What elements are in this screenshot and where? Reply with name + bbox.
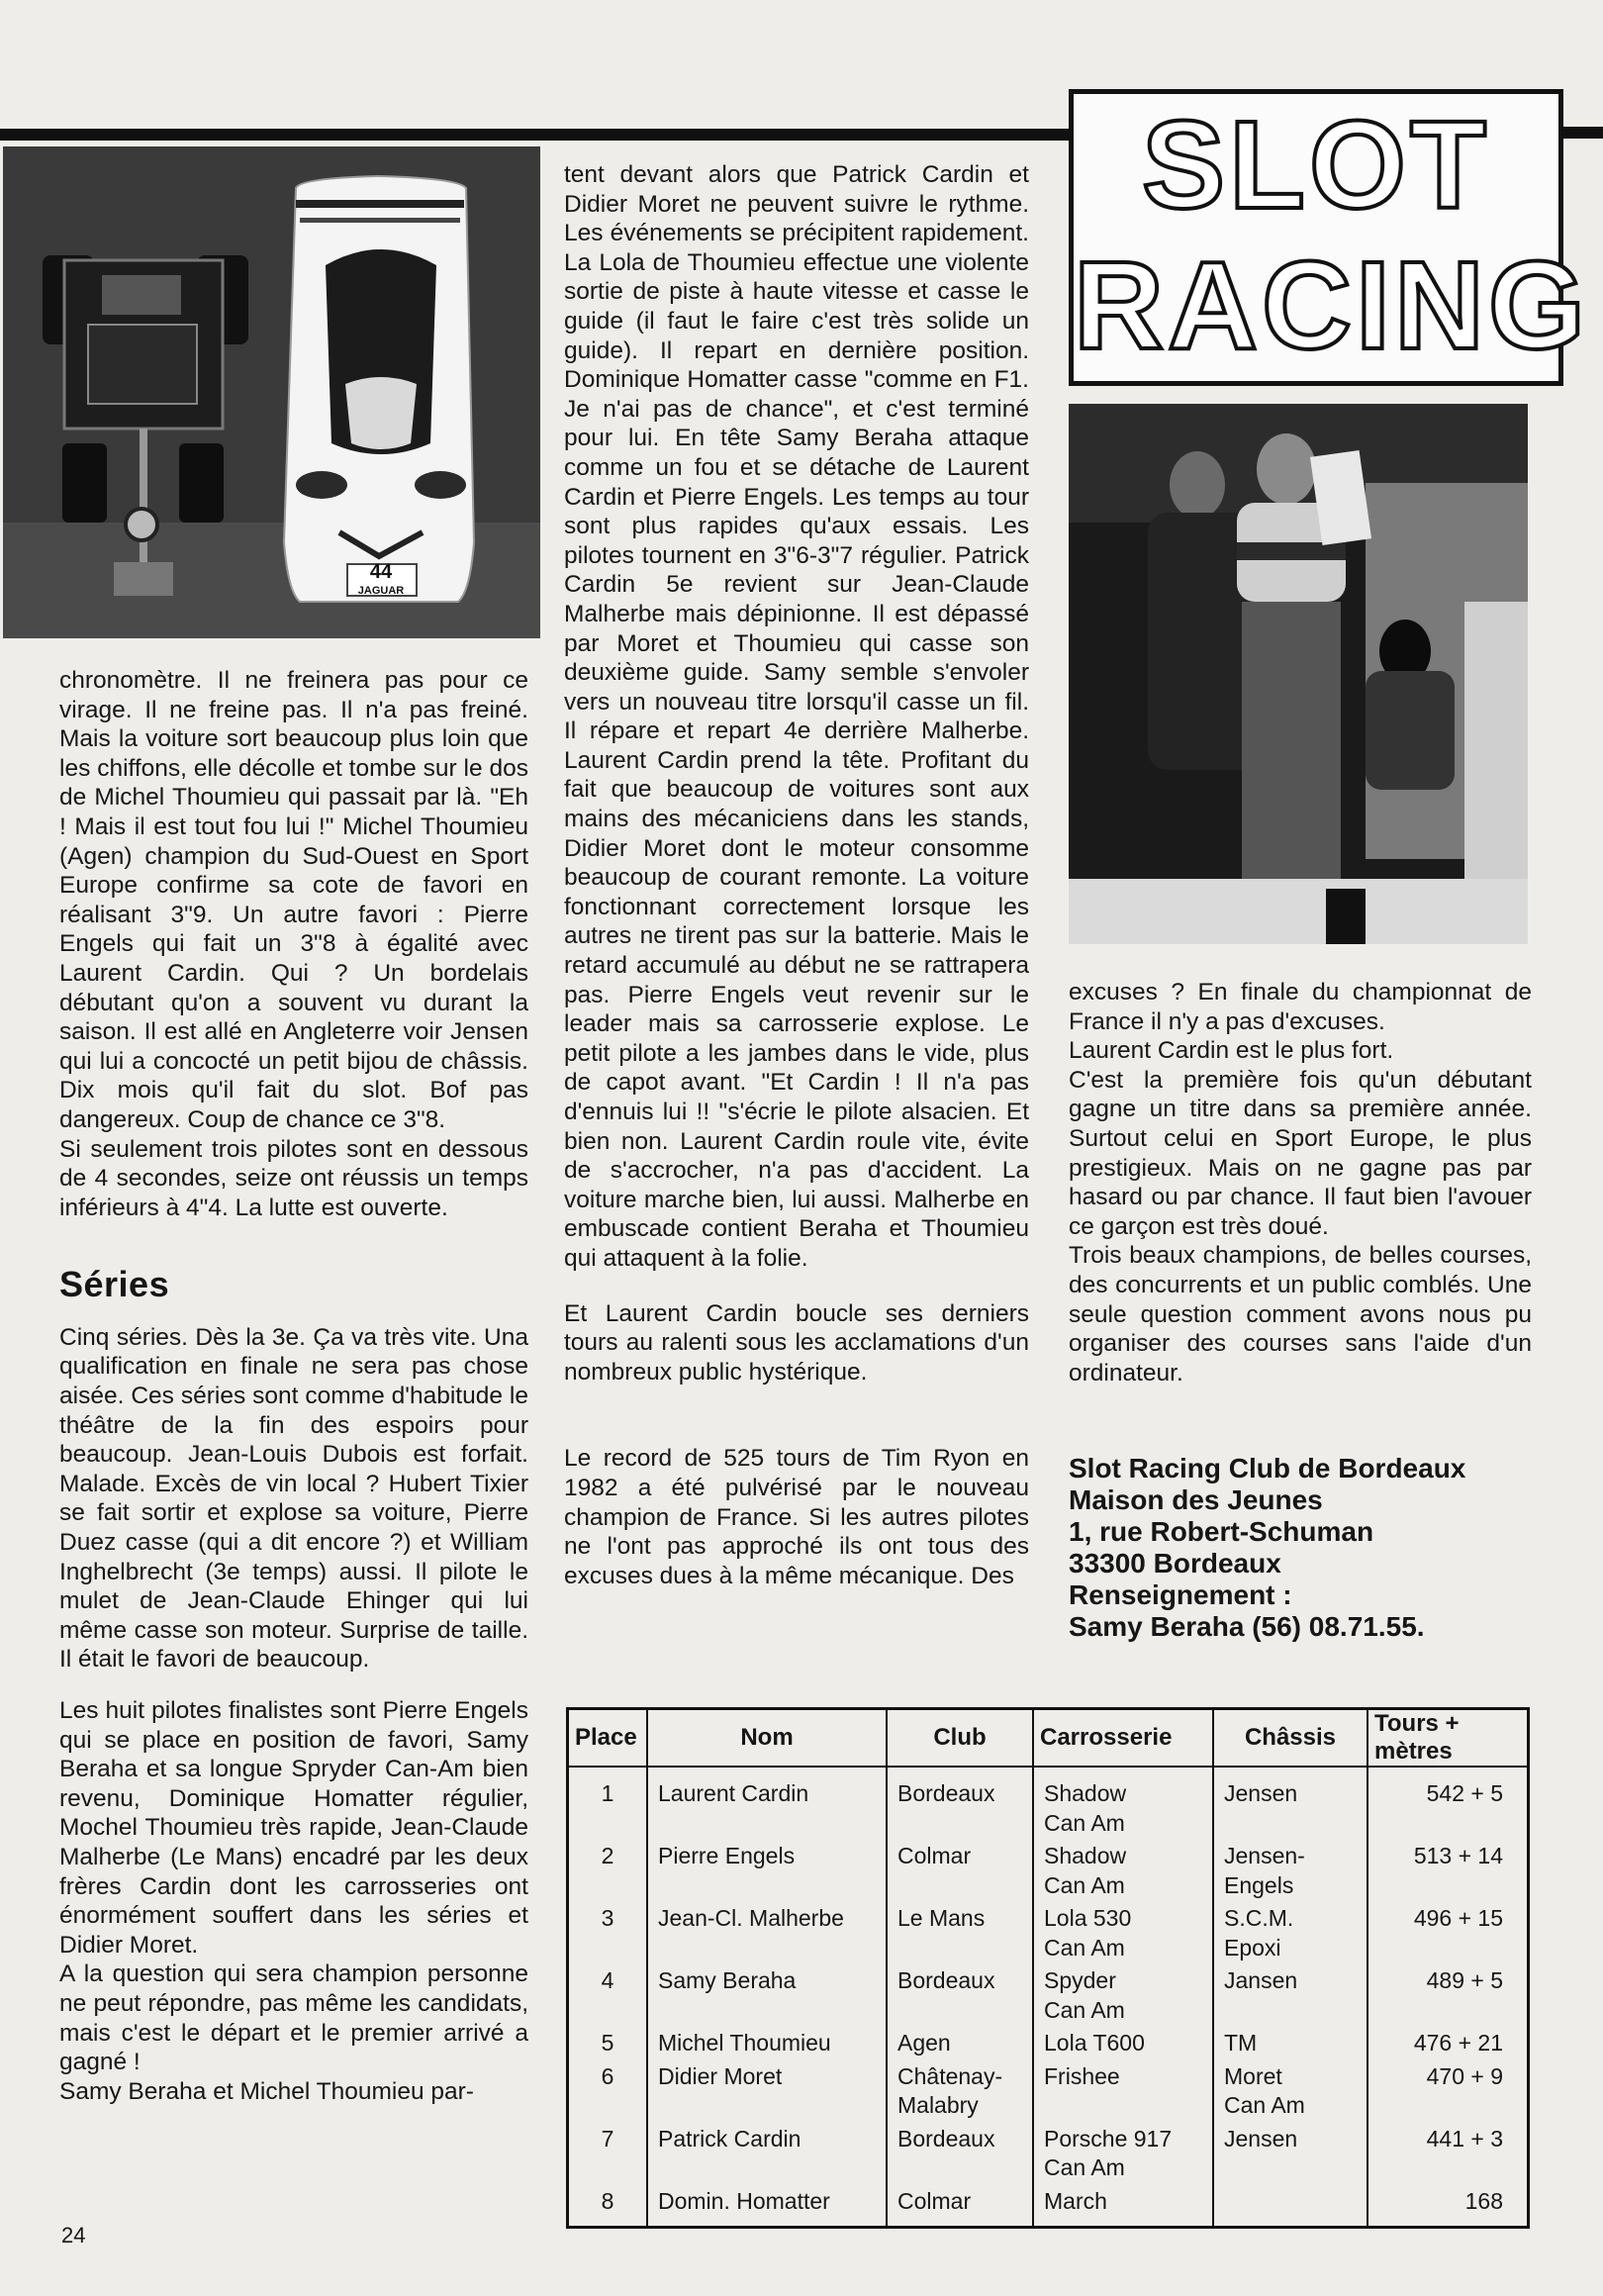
cell-tours: 470 + 9 (1367, 2060, 1529, 2123)
top-rule-right (1563, 127, 1603, 139)
cell-place: 4 (568, 1964, 648, 2027)
carrosserie-line: Can Am (1044, 2154, 1125, 2180)
carrosserie-line: Porsche 917 (1044, 2125, 1173, 2152)
cell-tours: 476 + 21 (1367, 2027, 1529, 2060)
cell-chassis (1213, 2123, 1367, 2185)
chassis-line: TM (1224, 2030, 1258, 2056)
logo-line-slot: SLOT (1142, 95, 1490, 235)
cell-place: 5 (568, 2027, 648, 2060)
cell-nom: Pierre Engels (647, 1840, 887, 1902)
cell-carrosserie (1033, 1840, 1213, 1902)
cell-tours: 542 + 5 (1367, 1767, 1529, 1840)
carrosserie-line: Frishee (1044, 2062, 1120, 2089)
slot-car-illustration (3, 146, 540, 638)
chassis-line: Jansen (1224, 1967, 1298, 1993)
cell-chassis (1213, 2027, 1367, 2060)
cell-tours: 489 + 5 (1367, 1964, 1529, 2027)
chassis-line: Jensen (1224, 1780, 1298, 1806)
article-column-1 (59, 666, 528, 2106)
section-heading: Séries (59, 1264, 170, 1305)
article-column-2 (564, 160, 1029, 1590)
chassis-line: Can Am (1224, 2092, 1305, 2118)
col-header-nom: Nom (647, 1709, 887, 1768)
paragraph: Le record de 525 tours de Tim Ryon en 1982 a été pulvérisé par le nouveau champion de France. Si les autres pilotes ne l'ont pas approché ils ont tous des excuses dues à la même mécanique. Des (564, 1445, 1029, 1589)
club-line: Malabry (897, 2092, 979, 2118)
cell-club (887, 1964, 1033, 2027)
carrosserie-line: Can Am (1044, 1996, 1125, 2023)
paragraph: Et Laurent Cardin boucle ses derniers tours au ralenti sous les acclamations d'un nombreux public hystérique. (564, 1299, 1029, 1386)
paragraph: tent devant alors que Patrick Cardin et Didier Moret ne peuvent suivre le rythme. Les événements se précipitent rapidement. La Lola de Thoumieu effectue une violente sortie de piste à haute vitesse et casse le guide (il faut le faire c'est très solide un guide). Il repart en dernière position. Dominique Homatter casse "comme en F1. Je n'ai pas de chance", et c'est terminé pour lui. En tête Samy Beraha attaque comme un fou et se détache de Laurent Cardin et Pierre Engels. Les temps au tour sont plus rapides qu'aux essais. Les pilotes tournent en 3"6-3"7 régulier. Patrick Cardin 5e revient sur Jean-Claude Malherbe mais dépinionne. Il est dépassé par Moret et Thoumieu qui casse son deuxième guide. Samy semble s'envoler vers un nouveau titre lorsqu'il casse un fil. Il répare et repart 4e derrière Malherbe. Laurent Cardin prend la tête. Profitant du fait que beaucoup de voitures sont aux mains des mécaniciens dans les stands, Didier Moret dont le moteur consomme beaucoup de courant remonte. La voiture fonctionnant correctement lorsque les autres ne tirent pas sur la batterie. Mais le retard accumulé au début ne se rattrapera pas. Pierre Engels veut revenir sur le leader mais sa carrosserie explose. Le petit pilote a les jambes dans le vide, plus de capot avant. "Et Cardin ! Il n'a pas d'ennuis lui !! "s'écrie le pilote alsacien. Et bien non. Laurent Cardin roule vite, évite de s'accrocher, n'a pas d'accident. La voiture marche bien, lui aussi. Malherbe en embuscade contient Beraha et Thoumieu qui attaquent à la folie. (564, 161, 1029, 1272)
table-row (568, 1767, 1529, 1840)
club-phone: Samy Beraha (56) 08.71.55. (1069, 1611, 1425, 1642)
carrosserie-line: Shadow (1044, 1843, 1127, 1868)
results-table (566, 1707, 1530, 2229)
cell-chassis (1213, 1964, 1367, 2027)
paragraph: Si seulement trois pilotes sont en dessous de 4 secondes, seize ont réussis un temps inférieurs à 4"4. La lutte est ouverte. (59, 1135, 528, 1221)
club-city: 33300 Bordeaux (1069, 1548, 1281, 1578)
cell-carrosserie (1033, 1767, 1213, 1840)
cell-tours: 496 + 15 (1367, 1902, 1529, 1964)
cell-nom: Michel Thoumieu (647, 2027, 887, 2060)
club-contact (1069, 1453, 1534, 1643)
club-info-label: Renseignement : (1069, 1579, 1292, 1610)
paragraph: Laurent Cardin est le plus fort. (1069, 1037, 1394, 1065)
paragraph: Cinq séries. Dès la 3e. Ça va très vite. Una qualification en finale ne sera pas chose aisée. Ces séries sont comme d'habitude le théâtre de la fin des espoirs pour beaucoup. Jean-Louis Dubois est forfait. Malade. Excès de vin local ? Hubert Tixier se fait sortir et explose sa voiture, Pierre Duez casse (qui a dit encore ?) et William Inghelbrecht (3e temps) aussi. Il pilote le mulet de Jean-Claude Ehinger qui lui même casse son moteur. Surprise de taille. Il était le favori de beaucoup. (59, 1323, 528, 1674)
table-row (568, 1964, 1529, 2027)
table-row (568, 2027, 1529, 2060)
cell-club (887, 2123, 1033, 2185)
cell-chassis (1213, 1840, 1367, 1902)
chassis-line: Jensen (1224, 2125, 1298, 2152)
cell-carrosserie (1033, 1902, 1213, 1964)
cell-club (887, 1840, 1033, 1902)
carrosserie-line: Lola T600 (1044, 2030, 1145, 2056)
col-header-club: Club (887, 1709, 1033, 1768)
cell-tours: 441 + 3 (1367, 2123, 1529, 2185)
paragraph: chronomètre. Il ne freinera pas pour ce virage. Il ne freine pas. Il n'a pas freiné. Mais la voiture sort beaucoup plus loin que les chiffons, elle décolle et tombe sur le dos de Michel Thoumieu qui passait par là. "Eh ! Mais il est tout fou lui !" Michel Thoumieu (Agen) champion du Sud-Ouest en Sport Europe confirme sa cote de favori en réalisant 3"9. Un autre favori : Pierre Engels qui fait un 3"8 à égalité avec Laurent Cardin. Qui ? Un bordelais débutant qu'on a souvent vu durant la saison. Il est allé en Angleterre voir Jensen qui lui a concocté un petit bijou de châssis. Dix mois qu'il fait du slot. Bof pas dangereux. Coup de chance ce 3"8. (59, 667, 528, 1133)
col-header-tours: Tours + mètres (1367, 1709, 1529, 1768)
cell-chassis (1213, 1902, 1367, 1964)
club-venue: Maison des Jeunes (1069, 1484, 1323, 1515)
podium-illustration (1069, 404, 1528, 944)
carrosserie-line: Can Am (1044, 1871, 1125, 1898)
cell-chassis (1213, 2185, 1367, 2228)
cell-place: 8 (568, 2185, 648, 2228)
club-name: Slot Racing Club de Bordeaux (1069, 1453, 1466, 1483)
cell-chassis (1213, 1767, 1367, 1840)
carrosserie-line: Can Am (1044, 1809, 1125, 1836)
cell-carrosserie (1033, 2123, 1213, 2185)
table-row (568, 2123, 1529, 2185)
podium-photo (1069, 404, 1528, 944)
page-number: 24 (61, 2223, 86, 2248)
chassis-line: Moret (1224, 2062, 1282, 2089)
table-row (568, 1840, 1529, 1902)
club-line: Le Mans (897, 1905, 986, 1931)
cell-nom: Patrick Cardin (647, 2123, 887, 2185)
cell-club (887, 2185, 1033, 2228)
club-line: Bordeaux (897, 1967, 995, 1993)
chassis-line: Jensen- (1224, 1843, 1305, 1868)
cell-club (887, 1902, 1033, 1964)
club-line: Agen (897, 2030, 951, 2056)
cell-club (887, 2060, 1033, 2123)
table-row (568, 2185, 1529, 2228)
cell-nom: Laurent Cardin (647, 1767, 887, 1840)
cell-carrosserie (1033, 2027, 1213, 2060)
cell-club (887, 2027, 1033, 2060)
article-column-3 (1069, 978, 1532, 1387)
col-header-place: Place (568, 1709, 648, 1768)
cell-place: 2 (568, 1840, 648, 1902)
cell-carrosserie (1033, 2060, 1213, 2123)
table-row (568, 2060, 1529, 2123)
cell-place: 7 (568, 2123, 648, 2185)
carrosserie-line: Spyder (1044, 1967, 1116, 1993)
club-street: 1, rue Robert-Schuman (1069, 1516, 1374, 1547)
cell-chassis (1213, 2060, 1367, 2123)
car-brand: JAGUAR (357, 585, 405, 597)
cell-place: 1 (568, 1767, 648, 1840)
cell-place: 3 (568, 1902, 648, 1964)
slot-car-photo (3, 146, 540, 638)
club-line: Bordeaux (897, 1780, 995, 1806)
carrosserie-line: Can Am (1044, 1934, 1125, 1961)
cell-tours: 513 + 14 (1367, 1840, 1529, 1902)
carrosserie-line: Lola 530 (1044, 1905, 1132, 1931)
paragraph: Les huit pilotes finalistes sont Pierre Engels qui se place en position de favori, Samy Beraha et sa longue Spryder Can-Am bien revenu, Dominique Homatter régulier, Mochel Thoumieu très rapide, Jean-Claude Malherbe (Le Mans) encadré par les deux frères Cardin dont les carrosseries ont énormément souffert dans les séries et Didier Moret. (59, 1697, 528, 1959)
club-line: Bordeaux (897, 2125, 995, 2152)
logo-line-racing: RACING (1074, 236, 1589, 375)
carrosserie-line: Shadow (1044, 1780, 1127, 1806)
table-header-row (568, 1709, 1529, 1768)
chassis-line: S.C.M. (1224, 1905, 1294, 1931)
col-header-carrosserie: Carrosserie (1033, 1709, 1213, 1768)
cell-club (887, 1767, 1033, 1840)
paragraph: Trois beaux champions, de belles courses, des concurrents et un public comblés. Une seule question comment avons nous pu organiser des courses sans l'aide d'un ordinateur. (1069, 1242, 1532, 1387)
chassis-line: Epoxi (1224, 1934, 1281, 1961)
col-header-chassis: Châssis (1213, 1709, 1367, 1768)
club-line: Châtenay- (897, 2062, 1003, 2089)
carrosserie-line: March (1044, 2187, 1107, 2214)
jaguar-body-drawing (284, 176, 474, 602)
cell-nom: Domin. Homatter (647, 2185, 887, 2228)
cell-nom: Jean-Cl. Malherbe (647, 1902, 887, 1964)
cell-nom: Didier Moret (647, 2060, 887, 2123)
cell-place: 6 (568, 2060, 648, 2123)
cell-carrosserie (1033, 2185, 1213, 2228)
paragraph: excuses ? En finale du championnat de France il n'y a pas d'excuses. (1069, 979, 1532, 1035)
club-line: Colmar (897, 1843, 972, 1868)
chassis-line: Engels (1224, 1871, 1294, 1898)
top-rule (0, 129, 1069, 141)
car-number: 44 (369, 561, 393, 583)
cell-nom: Samy Beraha (647, 1964, 887, 2027)
paragraph: C'est la première fois qu'un débutant gagne un titre dans sa première année. Surtout celui en Sport Europe, le plus prestigieux. Mais on ne gagne pas par hasard ou par chance. Il faut bien l'avouer ce garçon est très doué. (1069, 1066, 1532, 1240)
paragraph: Samy Beraha et Michel Thoumieu par- (59, 2077, 474, 2105)
club-line: Colmar (897, 2187, 972, 2214)
paragraph: A la question qui sera champion personne ne peut répondre, pas même les candidats, mais c'est le départ et le premier arrivé a gagné ! (59, 1961, 528, 2076)
cell-carrosserie (1033, 1964, 1213, 2027)
table-row (568, 1902, 1529, 1964)
slot-racing-logo (1069, 89, 1589, 386)
cell-tours: 168 (1367, 2185, 1529, 2228)
